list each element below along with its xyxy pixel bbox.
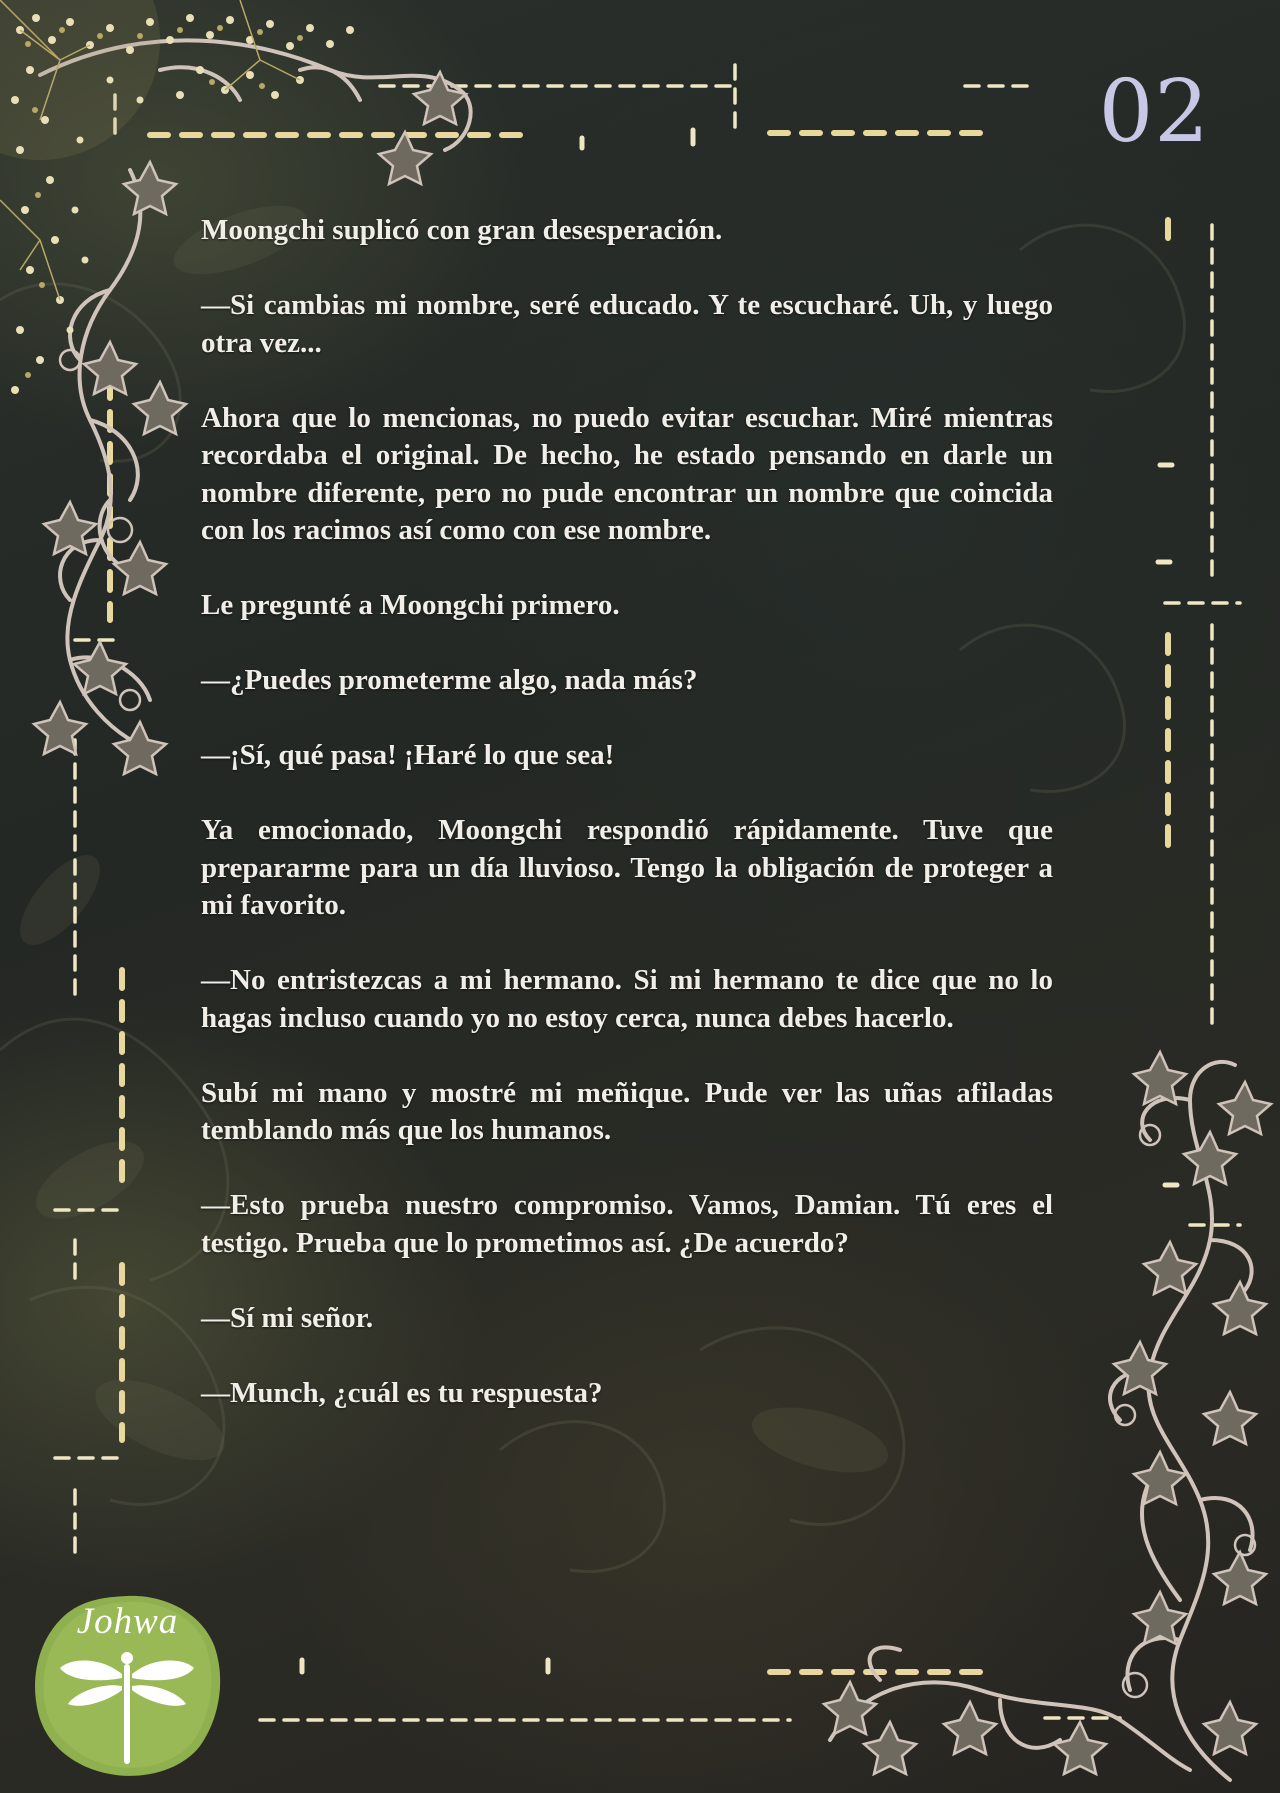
paragraph: —Esto prueba nuestro compromiso. Vamos, Damian. Tú eres el testigo. Prueba que lo prometimos así. ¿De acuerdo? bbox=[201, 1189, 1053, 1259]
story-text bbox=[201, 212, 1053, 1450]
paragraph: —¿Puedes prometerme algo, nada más? bbox=[201, 664, 698, 696]
paragraph: Ahora que lo mencionas, no puedo evitar escuchar. Miré mientras recordaba el original. De hecho, he estado pensando en darle un nombre diferente, pero no pude encontrar un nombre que coincida con los racimos así como con ese nombre. bbox=[201, 401, 1053, 546]
paragraph: Subí mi mano y mostré mi meñique. Pude ver las uñas afiladas temblando más que los humanos. bbox=[201, 1076, 1053, 1146]
paragraph: Moongchi suplicó con gran desesperación. bbox=[201, 214, 723, 246]
paragraph: —¡Sí, qué pasa! ¡Haré lo que sea! bbox=[201, 739, 615, 771]
paragraph: —Sí mi señor. bbox=[201, 1301, 374, 1334]
page-number: 02 bbox=[1098, 62, 1210, 162]
paragraph: —Munch, ¿cuál es tu respuesta? bbox=[201, 1376, 603, 1409]
paragraph: Ya emocionado, Moongchi respondió rápidamente. Tuve que prepararme para un día lluvioso. Tengo la obligación de proteger a mi favorito. bbox=[201, 814, 1053, 921]
paragraph: —No entristezcas a mi hermano. Si mi hermano te dice que no lo hagas incluso cuando yo no estoy cerca, nunca debes hacerlo. bbox=[201, 964, 1053, 1034]
paragraph: Le pregunté a Moongchi primero. bbox=[201, 589, 620, 621]
paragraph: —Si cambias mi nombre, seré educado. Y te escucharé. Uh, y luego otra vez... bbox=[201, 289, 1053, 359]
johwa-logo-text: Johwa bbox=[76, 1601, 179, 1642]
